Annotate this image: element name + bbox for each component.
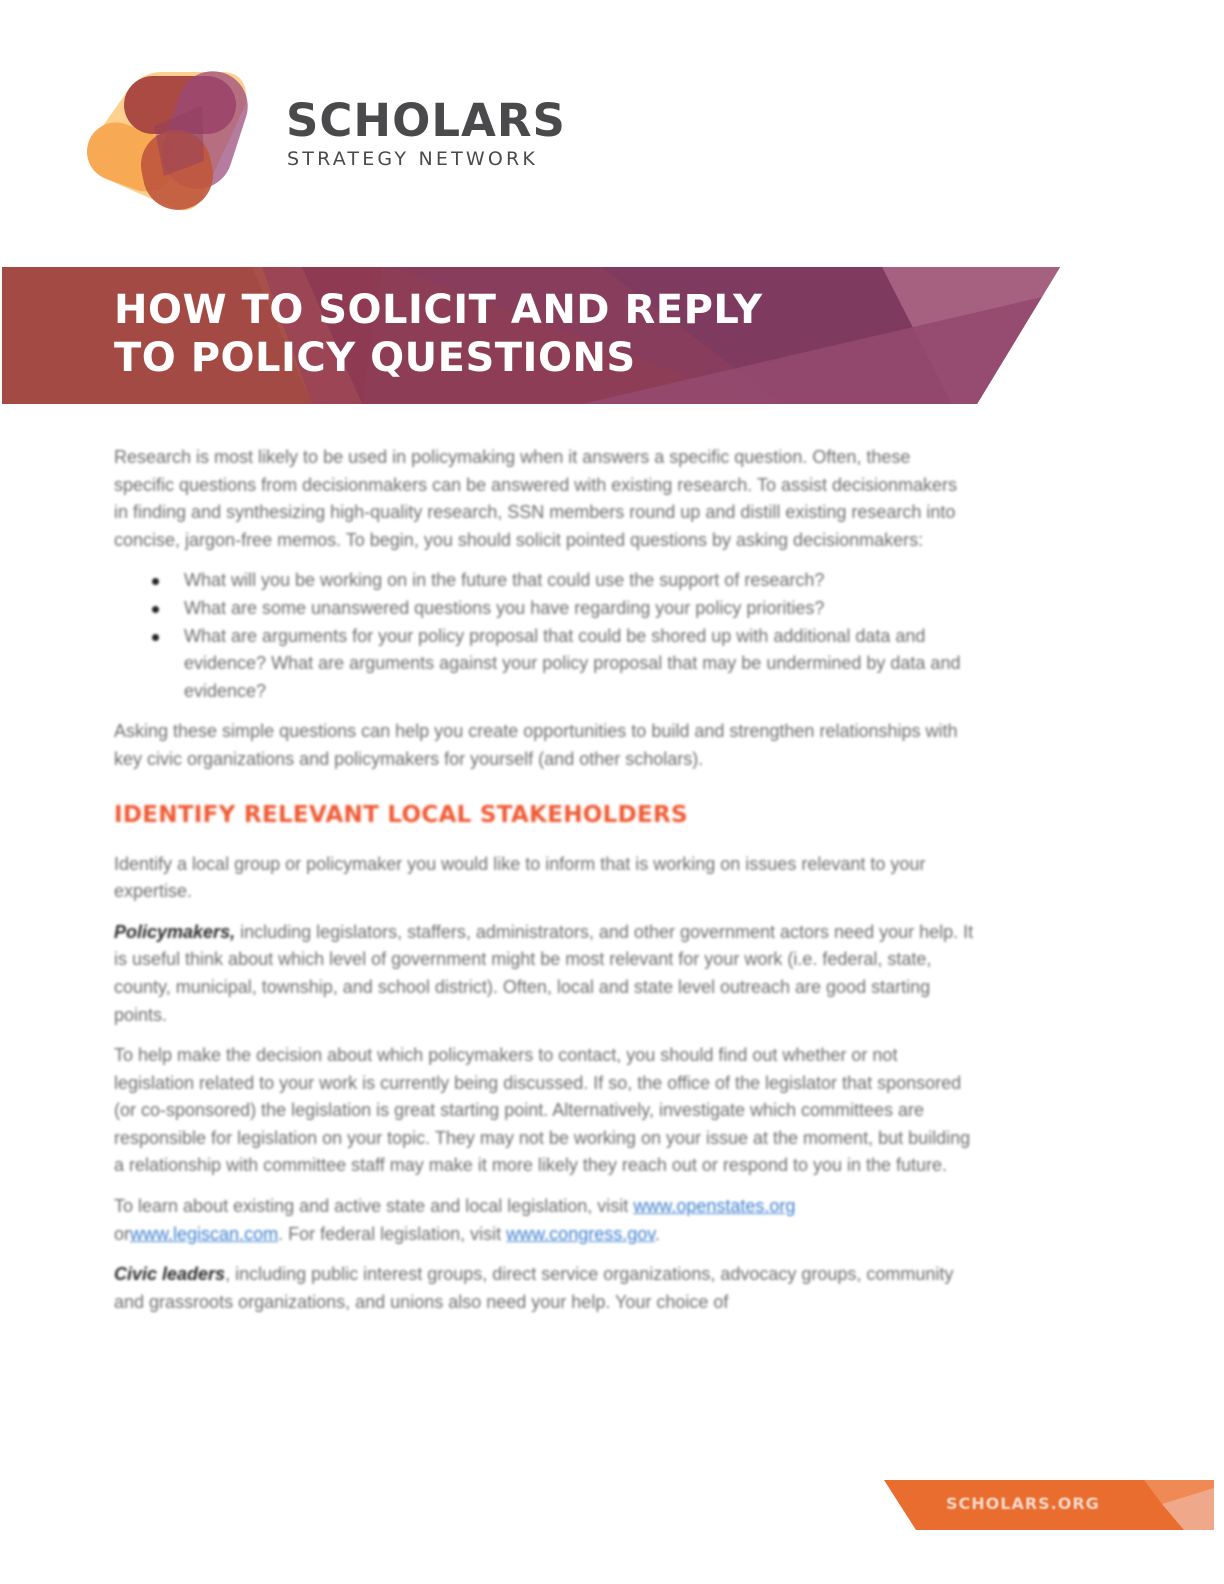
policymakers-term: Policymakers, xyxy=(114,921,236,942)
legislation-paragraph xyxy=(114,1193,974,1248)
policymakers-text: including legislators, staffers, administrators, and other government actors need your help. It is useful think about which level of government might be most relevant for your work (i.e. federal, state, county, municipal, township, and school district). Often, local and state level outreach are good starting points. xyxy=(114,921,974,1025)
civic-leaders-text: , including public interest groups, direct service organizations, advocacy groups, community and grassroots organizations, and unions also need your help. Your choice of xyxy=(114,1264,954,1312)
question-item: What will you be working on in the future that could use the support of research? xyxy=(184,567,974,595)
brand-subtitle: STRATEGY NETWORK xyxy=(287,148,539,170)
decision-paragraph: To help make the decision about which policymakers to contact, you should find out whether or not legislation related to your work is currently being discussed. If so, the office of the legislator that sponsored (or co-sponsored) the legislation is great starting point. Alternatively, investigate which committees are responsible for legislation on your topic. They may not be working on your issue at the moment, but building a relationship with committee staff may make it more likely they reach out or respond to you in the future. xyxy=(114,1045,971,1176)
civic-leaders-term: Civic leaders xyxy=(114,1264,226,1285)
title-line-1: HOW TO SOLICIT AND REPLY xyxy=(114,287,763,333)
legiscan-link[interactable]: www.legiscan.com xyxy=(130,1223,279,1244)
logo-icon xyxy=(84,66,254,216)
brand-name: SCHOLARS xyxy=(286,94,566,147)
legislation-federal-text: . For federal legislation, visit xyxy=(278,1223,507,1244)
after-questions-paragraph: Asking these simple questions can help you create opportunities to build and strengthen relationships with key civic organizations and policymakers for yourself (and other scholars). xyxy=(114,721,958,769)
legislation-or: or xyxy=(114,1223,131,1244)
policymakers-paragraph xyxy=(114,919,974,1029)
intro-paragraph: Research is most likely to be used in policymaking when it answers a specific question. Often, these specific questions from decisionmakers can be answered with existing research. To assist decisionmakers in finding and synthesizing high-quality research, SSN members round up and distill existing research into concise, jargon-free memos. To begin, you should solicit pointed questions by asking decisionmakers: xyxy=(114,447,958,550)
section-intro-paragraph: Identify a local group or policymaker you would like to inform that is working on issues relevant to your expertise. xyxy=(114,853,926,902)
legislation-prefix: To learn about existing and active state and local legislation, visit xyxy=(114,1196,634,1217)
footer-website-label: SCHOLARS.ORG xyxy=(946,1494,1100,1513)
legislation-suffix: . xyxy=(654,1223,660,1244)
section-heading: IDENTIFY RELEVANT LOCAL STAKEHOLDERS xyxy=(114,801,688,828)
title-line-2: TO POLICY QUESTIONS xyxy=(114,335,636,381)
openstates-link[interactable]: www.openstates.org xyxy=(633,1196,796,1217)
question-item: What are arguments for your policy proposal that could be shored up with additional data and evidence? What are arguments against your policy proposal that may be undermined by data and evidence? xyxy=(184,623,974,706)
question-list xyxy=(114,567,974,705)
question-item: What are some unanswered questions you have regarding your policy priorities? xyxy=(184,595,974,623)
document-body xyxy=(114,444,974,1329)
logo-mark xyxy=(84,66,254,216)
congress-link[interactable]: www.congress.gov xyxy=(506,1223,655,1244)
civic-leaders-paragraph xyxy=(114,1261,974,1316)
document-title xyxy=(114,286,763,382)
